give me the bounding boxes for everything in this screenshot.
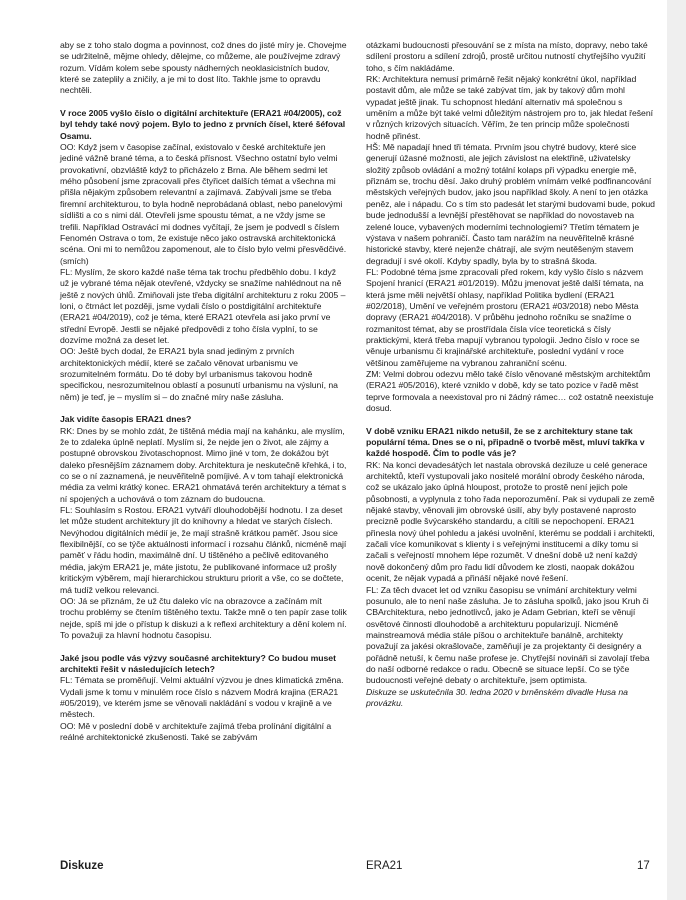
body-paragraph: OO: Ještě bych dodal, že ERA21 byla snad jediným z prvních architektonických médií, které se začalo věnovat urbanismu ve srozumitelném formátu. Do té doby byl urbanismus takovou hodně specifickou, nesrozumitelnou oblastí a posunutí urbanismu na výsluní, na něm) je teď, je – myslím si – do značné míry naše zásluha.	[60, 346, 338, 402]
body-paragraph: FL: Souhlasím s Rostou. ERA21 vytváří dlouhodobější hodnotu. I za deset let může student architektury jít do knihovny a hledat ve starých číslech. Nevýhodou digitálních médií je, že mají strašně krátkou paměť. Jsou sice flexibilnější, co se týče aktuálnosti informací i rozsahu článků, nicméně mají paměť v řádu hodin, maximálně dní. U tištěného a pečlivě editovaného média, jakým ERA21 je, máte jistotu, že publikované informace už prošly kritickým výběrem, mají hierarchickou strukturu priorit a vše, co se dočtete, má tudíž velkou relevanci.	[60, 505, 347, 595]
closing-note: Diskuze se uskutečnila 30. ledna 2020 v brněnském divadle Husa na provázku.	[366, 686, 628, 708]
interview-question: V době vzniku ERA21 nikdo netušil, že se z architektury stane tak populární téma. Dnes se o ni, připadně o tvorbě měst, mluví takřka v každé hospodě. Čím to podle vás je?	[366, 425, 645, 459]
body-paragraph: RK: Architektura nemusí primárně řešit nějaký konkrétní úkol, například postavit dům, ale může se také zabývat tím, jak by takový dům mohl vypadat ještě jinak. Tu schopnost hledání alternativ má společnou s uměním a může být také velmi důležitým nástrojem pro to, jak hledat řešení v různých krizových situacích. Věřím, že ten princip může společnosti hodně přinést.	[366, 74, 653, 141]
interview-question: V roce 2005 vyšlo číslo o digitální architektuře (ERA21 #04/2005), což byl tehdy také nový pojem. Bylo to jedno z prvních čísel, které šéfoval Osamu.	[60, 108, 346, 141]
body-paragraph: RK: Na konci devadesátých let nastala obrovská deziluze u celé generace architektů, kteří vystupovali jako nositelé morální obrody českého národa, což se ukázalo jako úplná hloupost, protože to prostě není jejich pole působnosti, a vyplynula z toho řada neporozumění. Pak si vydupali ze země nějaké stavby, věnovali jim obrovské úsilí, aby byly postavené naprosto precizně podle švýcarského standardu, a cítili se nepochopení. ERA21 přinesla nový úhel pohledu a jakési uvolnění, kterému se poddali i architekti, začali více komunikovat s klienty i s veřejnými institucemi a díky tomu si začali s veřejností mnohem lépe rozumět. V dnešní době už není každý nově dokončený dům pro řadu lidí důvodem ke zlosti, naopak dokážou ocenit, že nějak vypadá a přináší nějaké nové řešení.	[366, 459, 655, 584]
body-paragraph: aby se z toho stalo dogma a povinnost, což dnes do jisté míry je. Chovejme se udržitelně, mějme ohledy, dělejme, co můžeme, ale používejme zdravý rozum. Vídám kolem sebe spousty nádherných neoklasicistních budov, které se zateplily a zničily, a je mi to dost líto. Takhle jsme to opravdu nechtěli.	[60, 40, 347, 96]
body-paragraph: OO: Když jsem v časopise začínal, existovalo v české architektuře jen jediné vážně brané téma, a to česká přísnost. Všechno ostatní bylo velmi provokativní, obzvláště když to přicházelo z Brna. Ale během sedmi let mého působení jsme zpracovali přes čtyřicet dalších témat a všechna mi přišla nějakým způsobem relevantní a zajímavá. Zabývali jsme se třeba firemní architekturou, to byla hodně neprobádaná oblast, nebo panelovými sídlišti a co s nimi dál. Otevřeli jsme spoustu témat, a ne vždy jsme se trefili. Například Ostravácí mi dodnes vyčítají, že jsem je podvedl s číslem Fenomén Ostrava o tom, že existuje něco jako ostravská architektonická scéna. Oni mi to nemůžou zapomenout, ale to číslo bylo velmi přesvědčivé. (smích)	[60, 142, 347, 266]
right-column	[366, 40, 655, 709]
footer-magazine-name: ERA21	[366, 860, 403, 872]
body-paragraph: FL: Podobné téma jsme zpracovali před rokem, kdy vyšlo číslo s názvem Spojení hranicí (ERA21 #01/2019). Můžu jmenovat ještě další témata, na která jsme měli největší ohlasy, například Politika bydlení (ERA21 #02/2018), Umění ve veřejném prostoru (ERA21 #03/2018) nebo Města dopravy (ERA21 #04/2018). V průběhu jednoho ročníku se snažíme o rozmanitost témat, aby se prostřídala čísla více teoretická s čísly praktickými, která třeba mapují vybranou typologii. Jedno číslo v roce se věnuje urbanismu či krajinářské architektuře, poslední vydání v roce většinou zaměřujeme na vybranou zahraniční scénu.	[366, 266, 644, 368]
interview-question: Jak vidíte časopis ERA21 dnes?	[60, 414, 192, 425]
body-paragraph: HŠ: Mě napadají hned tři témata. Prvním jsou chytré budovy, které sice generují úžasné možnosti, ale jejich závislost na elektřině, uživatelsky složitý způsob ovládání a možný totální kolaps při výpadku energie mě, přiznám se, trochu děsí. Jako druhý problém vnímám velké podfinancování městských veřejných budov, jako jsou například školy. A není to jen otázka peněz, ale i nápadu. Co s tím sto padesát let starými budovami bude, pokud bude jednodušší a levnější přestěhovat se například do novostaveb na zelené louce, vybavených moderními technologiemi? Třetím tématem je výstava v našem pohraničí. Často tam narážím na neuvěřitelně krásné historické stavby, které nejenže chátrají, ale svým neutěšeným stavem degradují i své okolí. Kdyby spadly, byla by to strašná škoda.	[366, 142, 655, 266]
body-paragraph: OO: Mě v poslední době v architektuře zajímá třeba prolínání digitální a reálné architektonické zkušenosti. Také se zabývám	[60, 720, 332, 742]
page-number: 17	[637, 860, 650, 872]
footer-section-label: Diskuze	[60, 860, 104, 872]
interview-question: Jaké jsou podle vás výzvy současné architektury? Co budou muset architekti řešit v následujících letech?	[60, 652, 336, 674]
body-paragraph: OO: Já se přiznám, že už čtu daleko víc na obrazovce a začínám mít trochu problémy se čtením tištěného textu. Takže mně o ten papír zase tolik nejde, spíš mi jde o přístup k diskuzi a k reflexi architektury a dění kolem ní. To považuji za hlavní hodnotu časopisu.	[60, 595, 347, 640]
body-paragraph: FL: Za těch dvacet let od vzniku časopisu se vnímání architektury velmi posunulo, ale to není naše zásluha. Je to zásluha spolků, jako jsou Kruh či CBArchitektura, nebo jednotlivců, jako je Adam Gebrian, kteří se věnují osvětové činnosti dlouhodobě a architekturu popularizují. Nicméně mainstreamová média stále píšou o architektuře banálně, architekty považují za jakési okrašlovače, zaměňují je za projektanty či designéry a pořádně netuší, k čemu naše profese je. Chytřejší novináři si zavolají třeba do naší odborné redakce o radu. Obecně se situace lepší. Co se týče budoucnosti veřejné debaty o architektuře, jsem optimista.	[366, 584, 650, 686]
body-paragraph: ZM: Velmi dobrou odezvu mělo také číslo věnované městským architektům (ERA21 #05/2016), které vzniklo v době, kdy se tato pozice v řadě měst teprve formovala a neexistoval pro ni žádný rámec… což ostatně neexistuje dosud.	[366, 368, 654, 413]
body-paragraph: FL: Myslím, že skoro každé naše téma tak trochu předběhlo dobu. I když už je vybrané téma nějak otevřené, vždycky se snažíme nahlédnout na ně ještě z nových úhlů. Zmiňovali jste třeba digitální architekturu z roku 2005 – loni, o čtrnáct let později, jsme vydali číslo o postdigitální architektuře (ERA21 #04/2019), což je téma, které ERA21 otevřela asi jako první ve střední Evropě. Jestli se nějaké předpovědi z toho čísla vyplní, to se dozvíme možná za deset let.	[60, 266, 346, 345]
body-paragraph: FL: Témata se proměňují. Velmi aktuální výzvou je dnes klimatická změna. Vydali jsme k tomu v minulém roce číslo s názvem Modrá krajina (ERA21 #05/2019), ve kterém jsme se věnovali nakládání s vodou v krajině a ve městech.	[60, 675, 344, 720]
body-paragraph: RK: Dnes by se mohlo zdát, že tištěná média mají na kahánku, ale myslím, že to zdaleka úplně neplatí. Myslím si, že nejde jen o život, ale zájmy a postupné obrovskou životaschopnost. Mimo jiné v tom, že dokážou být daleko přesnějším záznamem doby. Architektura je neskutečně křehká, i to, co se o ní zaznamená, je neuvěřitelně pomíjivé. A v tom tahají elektronická média za velmi krátký konec. ERA21 ohmatává terén architektury a témat s ní spojených a uchovává o tom záznam do budoucna.	[60, 425, 347, 504]
body-paragraph: otázkami budoucnosti přesouvání se z místa na místo, dopravy, nebo také sdílení prostoru a sdílení zdrojů, prostě určitou nutností chytřejšího využití toho, s čím nakládáme.	[366, 40, 648, 73]
left-column	[60, 40, 347, 743]
